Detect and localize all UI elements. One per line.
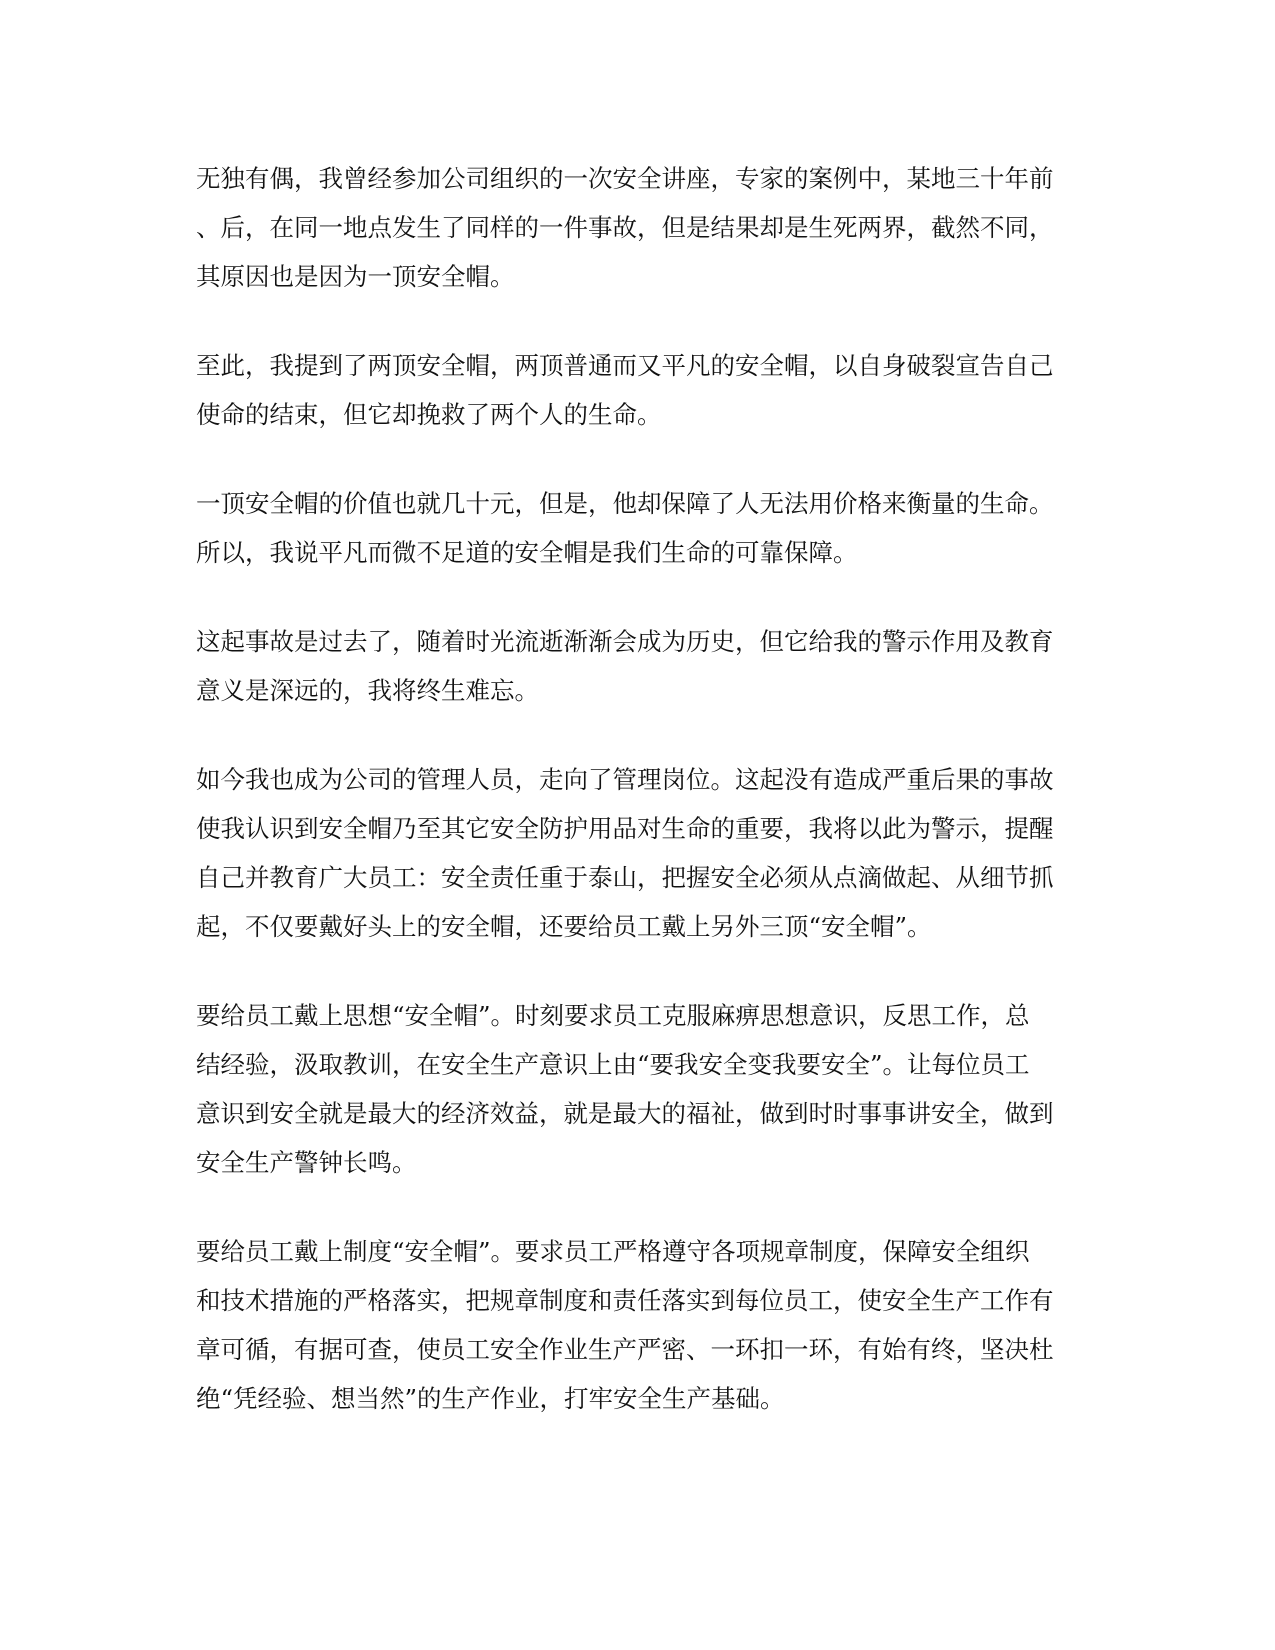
text-line: 自己并教育广大员工：安全责任重于泰山，把握安全必须从点滴做起、从细节抓 xyxy=(196,863,1054,892)
paragraph xyxy=(196,755,1068,951)
text-line: 使我认识到安全帽乃至其它安全防护用品对生命的重要，我将以此为警示，提醒 xyxy=(196,814,1054,843)
text-line: 要给员工戴上制度“安全帽”。要求员工严格遵守各项规章制度，保障安全组织 xyxy=(196,1237,1030,1266)
paragraph xyxy=(196,154,1068,301)
text-line: 绝“凭经验、想当然”的生产作业，打牢安全生产基础。 xyxy=(196,1384,785,1413)
text-line: 结经验，汲取教训，在安全生产意识上由“要我安全变我要安全”。让每位员工 xyxy=(196,1050,1030,1079)
paragraph xyxy=(196,991,1068,1187)
text-line: 章可循，有据可查，使员工安全作业生产严密、一环扣一环，有始有终，坚决杜 xyxy=(196,1335,1054,1364)
paragraph xyxy=(196,617,1068,715)
text-line: 和技术措施的严格落实，把规章制度和责任落实到每位员工，使安全生产工作有 xyxy=(196,1286,1054,1315)
text-line: 如今我也成为公司的管理人员，走向了管理岗位。这起没有造成严重后果的事故 xyxy=(196,765,1054,794)
paragraph xyxy=(196,479,1068,577)
text-line: 其原因也是因为一顶安全帽。 xyxy=(196,262,515,291)
text-line: 无独有偶，我曾经参加公司组织的一次安全讲座，专家的案例中，某地三十年前 xyxy=(196,164,1054,193)
paragraph xyxy=(196,1227,1068,1423)
text-line: 安全生产警钟长鸣。 xyxy=(196,1148,417,1177)
text-line: 至此，我提到了两顶安全帽，两顶普通而又平凡的安全帽，以自身破裂宣告自己 xyxy=(196,351,1054,380)
text-line: 意义是深远的，我将终生难忘。 xyxy=(196,676,539,705)
text-line: 这起事故是过去了，随着时光流逝渐渐会成为历史，但它给我的警示作用及教育 xyxy=(196,627,1054,656)
text-line: 要给员工戴上思想“安全帽”。时刻要求员工克服麻痹思想意识，反思工作，总 xyxy=(196,1001,1030,1030)
text-line: 所以，我说平凡而微不足道的安全帽是我们生命的可靠保障。 xyxy=(196,538,858,567)
document-body xyxy=(196,154,1068,1463)
text-line: 意识到安全就是最大的经济效益，就是最大的福祉，做到时时事事讲安全，做到 xyxy=(196,1099,1054,1128)
text-line: 起，不仅要戴好头上的安全帽，还要给员工戴上另外三顶“安全帽”。 xyxy=(196,912,932,941)
paragraph xyxy=(196,341,1068,439)
text-line: 一顶安全帽的价值也就几十元，但是，他却保障了人无法用价格来衡量的生命。 xyxy=(196,489,1054,518)
text-line: 使命的结束，但它却挽救了两个人的生命。 xyxy=(196,400,662,429)
text-line: 、后，在同一地点发生了同样的一件事故，但是结果却是生死两界，截然不同， xyxy=(196,213,1054,242)
